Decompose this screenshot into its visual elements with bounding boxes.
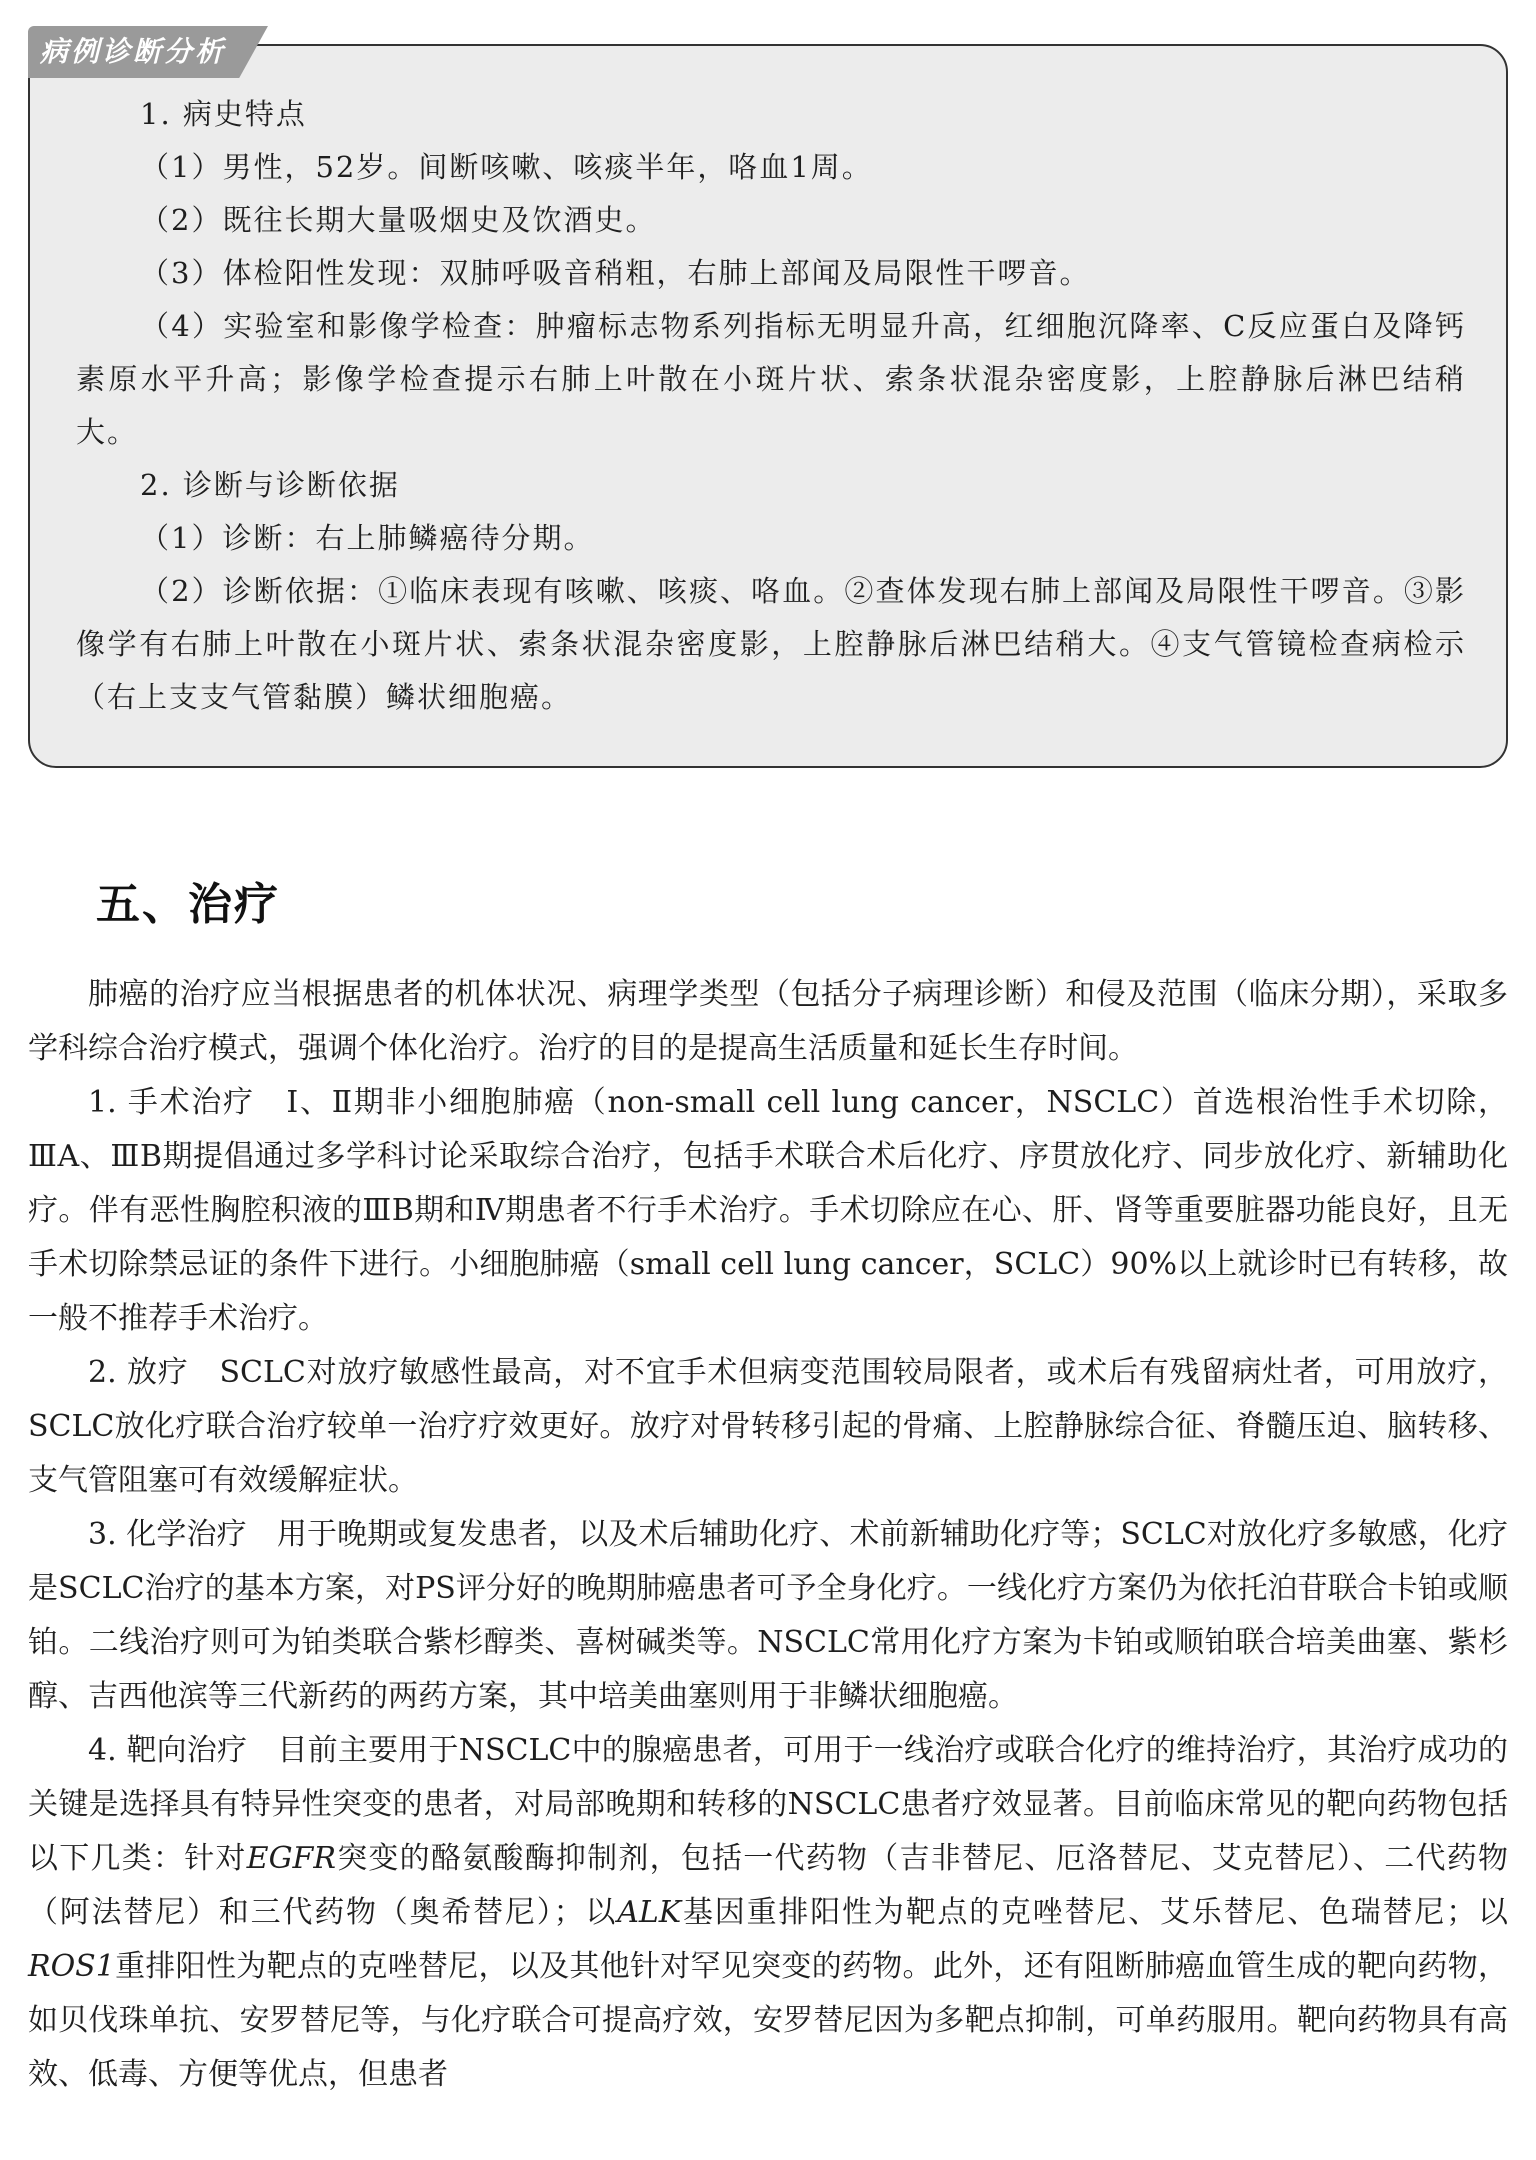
diagnosis-item-1: （1）诊断：右上肺鳞癌待分期。	[140, 521, 595, 555]
targeted-text-3: 基因重排阳性为靶点的克唑替尼、艾乐替尼、色瑞替尼；以	[681, 1895, 1509, 1930]
targeted-text-2: 突变的酪氨酸酶抑制剂，包括一代药物（吉非替尼、厄洛替尼、艾克替尼）、二代药物（阿法替尼）和三代药物（奥希替尼）；以	[28, 1841, 1509, 1930]
treatment-targeted	[28, 1724, 1508, 2102]
heading-diagnosis: 2. 诊断与诊断依据	[140, 468, 400, 502]
targeted-text-1: 4. 靶向治疗 目前主要用于NSCLC中的腺癌患者，可用于一线治疗或联合化疗的维持治疗，其治疗成功的关键是选择具有特异性突变的患者，对局部晚期和转移的NSCLC患者疗效显著。目前临床常见的靶向药物包括以下几类：针对	[28, 1733, 1508, 1876]
history-item-4: （4）实验室和影像学检查：肿瘤标志物系列指标无明显升高，红细胞沉降率、C反应蛋白及降钙素原水平升高；影像学检查提示右肺上叶散在小斑片状、索条状混杂密度影，上腔静脉后淋巴结稍大。	[76, 309, 1466, 449]
targeted-text-4: 重排阳性为靶点的克唑替尼，以及其他针对罕见突变的药物。此外，还有阻断肺癌血管生成的靶向药物，如贝伐珠单抗、安罗替尼等，与化疗联合可提高疗效，安罗替尼因为多靶点抑制，可单药服用。靶向药物具有高效、低毒、方便等优点，但患者	[28, 1949, 1508, 2092]
section-title: 五、治疗	[96, 879, 280, 930]
treatment-chemotherapy: 3. 化学治疗 用于晚期或复发患者，以及术后辅助化疗、术前新辅助化疗等；SCLC对放化疗多敏感，化疗是SCLC治疗的基本方案，对PS评分好的晚期肺癌患者可予全身化疗。一线化疗方案仍为依托泊苷联合卡铂或顺铂。二线治疗则可为铂类联合紫杉醇类、喜树碱类等。NSCLC常用化疗方案为卡铂或顺铂联合培美曲塞、紫杉醇、吉西他滨等三代新药的两药方案，其中培美曲塞则用于非鳞状细胞癌。	[28, 1517, 1508, 1714]
case-analysis-content	[76, 88, 1466, 724]
treatment-content	[28, 968, 1508, 2102]
gene-egfr: EGFR	[246, 1841, 336, 1876]
gene-ros1: ROS1	[28, 1949, 115, 1984]
history-item-2: （2）既往长期大量吸烟史及饮酒史。	[140, 203, 657, 237]
treatment-surgery: 1. 手术治疗 Ⅰ、Ⅱ期非小细胞肺癌（non-small cell lung cancer，NSCLC）首选根治性手术切除，ⅢA、ⅢB期提倡通过多学科讨论采取综合治疗，包括手术联合术后化疗、序贯放化疗、同步放化疗、新辅助化疗。伴有恶性胸腔积液的ⅢB期和Ⅳ期患者不行手术治疗。手术切除应在心、肝、肾等重要脏器功能良好，且无手术切除禁忌证的条件下进行。小细胞肺癌（small cell lung cancer，SCLC）90%以上就诊时已有转移，故一般不推荐手术治疗。	[28, 1085, 1508, 1336]
history-item-3: （3）体检阳性发现：双肺呼吸音稍粗，右肺上部闻及局限性干啰音。	[140, 256, 1091, 290]
gene-alk: ALK	[617, 1895, 682, 1930]
section-tab-label: 病例诊断分析	[40, 35, 227, 68]
treatment-intro: 肺癌的治疗应当根据患者的机体状况、病理学类型（包括分子病理诊断）和侵及范围（临床分期），采取多学科综合治疗模式，强调个体化治疗。治疗的目的是提高生活质量和延长生存时间。	[28, 977, 1508, 1066]
treatment-radiotherapy: 2. 放疗 SCLC对放疗敏感性最高，对不宜手术但病变范围较局限者，或术后有残留病灶者，可用放疗，SCLC放化疗联合治疗较单一治疗疗效更好。放疗对骨转移引起的骨痛、上腔静脉综合征、脊髓压迫、脑转移、支气管阻塞可有效缓解症状。	[28, 1355, 1508, 1498]
heading-history: 1. 病史特点	[140, 97, 307, 131]
history-item-1: （1）男性，52岁。间断咳嗽、咳痰半年，咯血1周。	[140, 150, 873, 184]
diagnosis-item-2: （2）诊断依据：①临床表现有咳嗽、咳痰、咯血。②查体发现右肺上部闻及局限性干啰音。③影像学有右肺上叶散在小斑片状、索条状混杂密度影，上腔静脉后淋巴结稍大。④支气管镜检查病检示（右上支支气管黏膜）鳞状细胞癌。	[76, 574, 1466, 714]
